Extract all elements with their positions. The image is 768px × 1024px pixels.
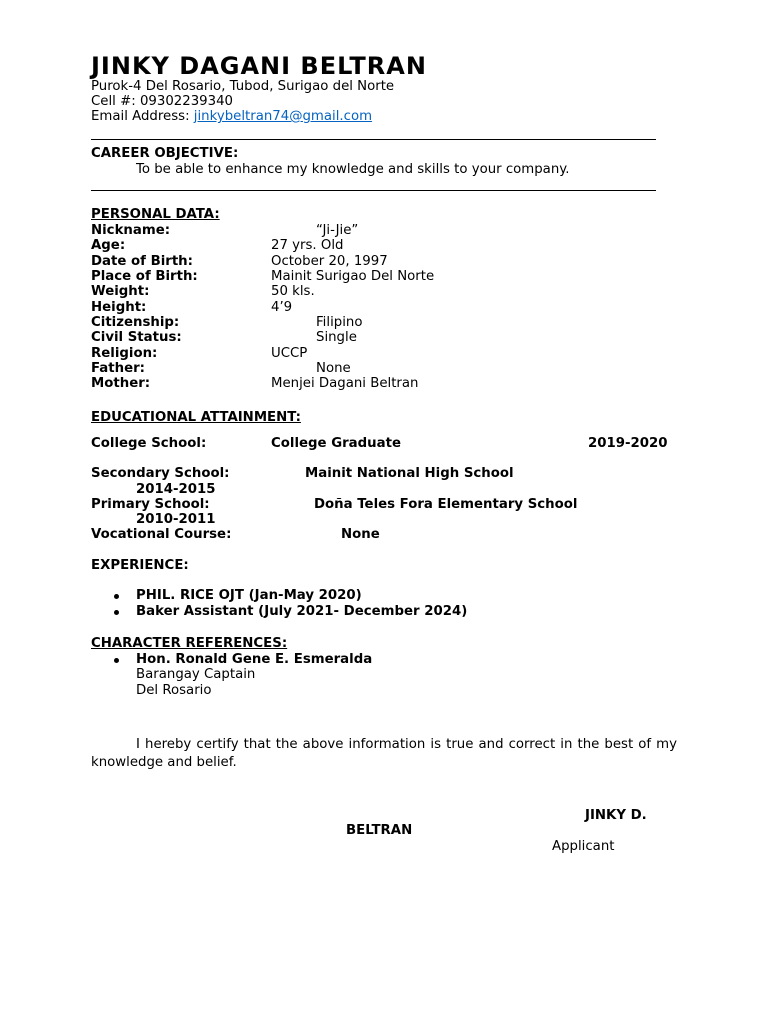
vocational-label: Vocational Course: <box>91 527 232 542</box>
signature-name-line1: JINKY D. <box>585 808 647 823</box>
email-label: Email Address: <box>91 109 190 124</box>
weight-value: 50 kls. <box>271 284 315 299</box>
height-label: Height: <box>91 300 147 315</box>
nickname-value: “Ji-Jie” <box>316 223 359 238</box>
pob-label: Place of Birth: <box>91 269 198 284</box>
secondary-year: 2014-2015 <box>136 482 216 497</box>
age-label: Age: <box>91 238 126 253</box>
reference-place: Del Rosario <box>136 683 212 698</box>
nickname-label: Nickname: <box>91 223 171 238</box>
college-value: College Graduate <box>271 436 401 451</box>
reference-position: Barangay Captain <box>136 667 256 682</box>
bullet-icon <box>114 610 119 615</box>
experience-heading: EXPERIENCE: <box>91 558 189 573</box>
weight-label: Weight: <box>91 284 150 299</box>
career-objective-heading: CAREER OBJECTIVE: <box>91 146 239 161</box>
secondary-value: Mainit National High School <box>305 466 514 481</box>
experience-item: PHIL. RICE OJT (Jan-May 2020) <box>136 588 362 603</box>
college-year: 2019-2020 <box>588 436 668 451</box>
vocational-value: None <box>341 527 380 542</box>
divider-top <box>91 139 656 140</box>
cell-number: 09302239340 <box>139 94 233 109</box>
signature-role: Applicant <box>552 839 615 854</box>
religion-label: Religion: <box>91 346 158 361</box>
mother-value: Menjei Dagani Beltran <box>271 376 419 391</box>
email-link[interactable]: jinkybeltran74@gmail.com <box>193 109 373 124</box>
father-value: None <box>316 361 351 376</box>
primary-year: 2010-2011 <box>136 512 216 527</box>
secondary-label: Secondary School: <box>91 466 230 481</box>
divider-objective <box>91 190 656 191</box>
primary-value: Doña Teles Fora Elementary School <box>314 497 578 512</box>
dob-value: October 20, 1997 <box>271 254 388 269</box>
age-value: 27 yrs. Old <box>271 238 344 253</box>
civil-status-value: Single <box>316 330 357 345</box>
citizenship-value: Filipino <box>316 315 363 330</box>
references-heading: CHARACTER REFERENCES: <box>91 636 288 651</box>
religion-value: UCCP <box>271 346 308 361</box>
email-line <box>91 109 372 125</box>
personal-data-heading: PERSONAL DATA: <box>91 207 220 222</box>
cell-label: Cell #: <box>91 94 136 109</box>
reference-name: Hon. Ronald Gene E. Esmeralda <box>136 652 373 667</box>
applicant-name: JINKY DAGANI BELTRAN <box>91 52 427 80</box>
education-heading: EDUCATIONAL ATTAINMENT: <box>91 410 301 425</box>
father-label: Father: <box>91 361 145 376</box>
height-value: 4’9 <box>271 300 293 315</box>
career-objective-text: To be able to enhance my knowledge and skills to your company. <box>136 162 570 177</box>
primary-label: Primary School: <box>91 497 210 512</box>
certification-text: I hereby certify that the above information is true and correct in the best of my knowledge and belief. <box>91 737 677 770</box>
experience-item: Baker Assistant (July 2021- December 2024) <box>136 604 468 619</box>
bullet-icon <box>114 594 119 599</box>
dob-label: Date of Birth: <box>91 254 193 269</box>
civil-status-label: Civil Status: <box>91 330 182 345</box>
bullet-icon <box>114 658 119 663</box>
pob-value: Mainit Surigao Del Norte <box>271 269 435 284</box>
citizenship-label: Citizenship: <box>91 315 180 330</box>
cell-line <box>91 94 233 110</box>
mother-label: Mother: <box>91 376 151 391</box>
college-label: College School: <box>91 436 207 451</box>
signature-name-line2: BELTRAN <box>346 823 413 838</box>
address: Purok-4 Del Rosario, Tubod, Surigao del Norte <box>91 79 395 94</box>
